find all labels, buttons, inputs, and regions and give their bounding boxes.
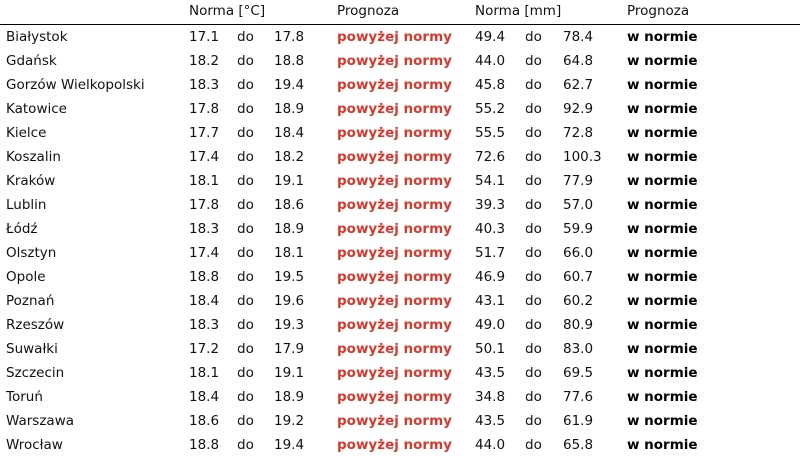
precip-norm-min: 44.0	[475, 437, 506, 453]
precip-norm-min: 43.1	[475, 293, 506, 309]
temp-norm-max: 18.9	[274, 221, 305, 237]
temp-norm-max: 18.9	[274, 101, 305, 117]
table-row	[0, 385, 800, 409]
precip-forecast: w normie	[627, 269, 698, 285]
temp-norm-min: 18.2	[189, 53, 220, 69]
table-row	[0, 337, 800, 361]
precip-forecast: w normie	[627, 101, 698, 117]
temp-norm-min: 17.1	[189, 29, 220, 45]
table-row	[0, 145, 800, 169]
temp-forecast: powyżej normy	[337, 365, 452, 381]
temp-range-word: do	[237, 341, 254, 357]
temp-norm-max: 18.8	[274, 53, 305, 69]
precip-norm-max: 72.8	[563, 125, 594, 141]
precip-norm-max: 57.0	[563, 197, 594, 213]
temp-norm-max: 19.4	[274, 77, 305, 93]
precip-forecast: w normie	[627, 53, 698, 69]
temp-range-word: do	[237, 245, 254, 261]
precip-forecast: w normie	[627, 29, 698, 45]
temp-norm-min: 17.7	[189, 125, 220, 141]
temp-forecast: powyżej normy	[337, 125, 452, 141]
temp-norm-min: 18.1	[189, 365, 220, 381]
precip-range-word: do	[525, 269, 542, 285]
precip-norm-min: 72.6	[475, 149, 506, 165]
precip-norm-max: 78.4	[563, 29, 594, 45]
precip-norm-min: 51.7	[475, 245, 506, 261]
temp-range-word: do	[237, 197, 254, 213]
table-row	[0, 121, 800, 145]
precip-norm-min: 45.8	[475, 77, 506, 93]
temp-forecast: powyżej normy	[337, 173, 452, 189]
precip-norm-max: 60.2	[563, 293, 594, 309]
temp-forecast: powyżej normy	[337, 101, 452, 117]
precip-forecast: w normie	[627, 149, 698, 165]
precip-norm-min: 39.3	[475, 197, 506, 213]
precip-norm-min: 49.4	[475, 29, 506, 45]
city-name: Toruń	[6, 389, 43, 405]
precip-forecast: w normie	[627, 389, 698, 405]
precip-range-word: do	[525, 389, 542, 405]
temp-range-word: do	[237, 101, 254, 117]
temp-forecast: powyżej normy	[337, 77, 452, 93]
city-name: Szczecin	[6, 365, 65, 381]
precip-forecast: w normie	[627, 221, 698, 237]
temp-forecast: powyżej normy	[337, 413, 452, 429]
precip-norm-min: 44.0	[475, 53, 506, 69]
precip-norm-min: 34.8	[475, 389, 506, 405]
temp-norm-min: 18.8	[189, 437, 220, 453]
temp-range-word: do	[237, 269, 254, 285]
temp-range-word: do	[237, 221, 254, 237]
precip-norm-max: 77.9	[563, 173, 594, 189]
precip-range-word: do	[525, 341, 542, 357]
table-row	[0, 49, 800, 73]
precip-norm-max: 61.9	[563, 413, 594, 429]
temp-norm-min: 18.3	[189, 221, 220, 237]
table-row	[0, 73, 800, 97]
precip-norm-max: 69.5	[563, 365, 594, 381]
header-temp-norm: Norma [°C]	[189, 3, 266, 19]
temp-range-word: do	[237, 77, 254, 93]
temp-forecast: powyżej normy	[337, 29, 452, 45]
table-row	[0, 433, 800, 457]
temp-norm-max: 18.6	[274, 197, 305, 213]
table-row	[0, 169, 800, 193]
precip-forecast: w normie	[627, 77, 698, 93]
table-row	[0, 97, 800, 121]
temp-norm-min: 18.3	[189, 317, 220, 333]
city-name: Kielce	[6, 125, 47, 141]
precip-range-word: do	[525, 317, 542, 333]
precip-norm-max: 65.8	[563, 437, 594, 453]
table-row	[0, 265, 800, 289]
precip-forecast: w normie	[627, 293, 698, 309]
temp-forecast: powyżej normy	[337, 293, 452, 309]
temp-norm-min: 18.8	[189, 269, 220, 285]
precip-range-word: do	[525, 29, 542, 45]
city-name: Wrocław	[6, 437, 63, 453]
precip-norm-max: 64.8	[563, 53, 594, 69]
precip-forecast: w normie	[627, 341, 698, 357]
precip-norm-max: 80.9	[563, 317, 594, 333]
precip-norm-min: 55.2	[475, 101, 506, 117]
temp-norm-min: 17.4	[189, 245, 220, 261]
table-row	[0, 241, 800, 265]
precip-norm-min: 46.9	[475, 269, 506, 285]
precip-norm-max: 62.7	[563, 77, 594, 93]
precip-range-word: do	[525, 149, 542, 165]
header-temp-forecast: Prognoza	[337, 3, 400, 19]
temp-norm-max: 19.6	[274, 293, 305, 309]
temp-range-word: do	[237, 29, 254, 45]
precip-norm-max: 59.9	[563, 221, 594, 237]
temp-range-word: do	[237, 317, 254, 333]
precip-range-word: do	[525, 293, 542, 309]
precip-range-word: do	[525, 413, 542, 429]
temp-norm-min: 17.8	[189, 197, 220, 213]
precip-forecast: w normie	[627, 125, 698, 141]
precip-range-word: do	[525, 245, 542, 261]
temp-norm-min: 18.1	[189, 173, 220, 189]
temp-norm-max: 17.9	[274, 341, 305, 357]
precip-forecast: w normie	[627, 365, 698, 381]
temp-norm-min: 17.2	[189, 341, 220, 357]
header-precip-forecast: Prognoza	[627, 3, 690, 19]
temp-range-word: do	[237, 365, 254, 381]
temp-forecast: powyżej normy	[337, 197, 452, 213]
temp-forecast: powyżej normy	[337, 221, 452, 237]
temp-norm-min: 17.8	[189, 101, 220, 117]
temp-norm-max: 19.4	[274, 437, 305, 453]
temp-norm-max: 18.9	[274, 389, 305, 405]
temp-norm-max: 19.2	[274, 413, 305, 429]
precip-range-word: do	[525, 125, 542, 141]
city-name: Rzeszów	[6, 317, 65, 333]
precip-range-word: do	[525, 221, 542, 237]
temp-forecast: powyżej normy	[337, 341, 452, 357]
temp-forecast: powyżej normy	[337, 317, 452, 333]
temp-forecast: powyżej normy	[337, 389, 452, 405]
temp-range-word: do	[237, 173, 254, 189]
temp-norm-max: 19.1	[274, 365, 305, 381]
temp-forecast: powyżej normy	[337, 269, 452, 285]
temp-norm-min: 18.4	[189, 293, 220, 309]
precip-norm-max: 66.0	[563, 245, 594, 261]
precip-norm-min: 40.3	[475, 221, 506, 237]
temp-forecast: powyżej normy	[337, 437, 452, 453]
temp-range-word: do	[237, 437, 254, 453]
precip-forecast: w normie	[627, 413, 698, 429]
precip-range-word: do	[525, 173, 542, 189]
city-name: Suwałki	[6, 341, 58, 357]
temp-range-word: do	[237, 149, 254, 165]
precip-norm-min: 55.5	[475, 125, 506, 141]
precip-norm-min: 43.5	[475, 413, 506, 429]
temp-forecast: powyżej normy	[337, 245, 452, 261]
temp-norm-min: 18.4	[189, 389, 220, 405]
temp-forecast: powyżej normy	[337, 149, 452, 165]
city-name: Lublin	[6, 197, 47, 213]
table-row	[0, 313, 800, 337]
temp-norm-max: 18.4	[274, 125, 305, 141]
precip-forecast: w normie	[627, 197, 698, 213]
temp-norm-max: 17.8	[274, 29, 305, 45]
city-name: Warszawa	[6, 413, 75, 429]
table-row	[0, 289, 800, 313]
city-name: Opole	[6, 269, 46, 285]
city-name: Gdańsk	[6, 53, 57, 69]
header-precip-norm: Norma [mm]	[475, 3, 562, 19]
temp-range-word: do	[237, 293, 254, 309]
precip-forecast: w normie	[627, 317, 698, 333]
precip-norm-min: 43.5	[475, 365, 506, 381]
temp-range-word: do	[237, 389, 254, 405]
temp-forecast: powyżej normy	[337, 53, 452, 69]
city-name: Katowice	[6, 101, 67, 117]
temp-norm-min: 17.4	[189, 149, 220, 165]
city-name: Łódź	[6, 221, 38, 237]
temp-norm-min: 18.3	[189, 77, 220, 93]
city-name: Gorzów Wielkopolski	[6, 77, 145, 93]
table-row	[0, 193, 800, 217]
city-name: Olsztyn	[6, 245, 57, 261]
temp-range-word: do	[237, 413, 254, 429]
temp-range-word: do	[237, 53, 254, 69]
temp-norm-max: 18.1	[274, 245, 305, 261]
precip-norm-max: 60.7	[563, 269, 594, 285]
precip-forecast: w normie	[627, 245, 698, 261]
precip-range-word: do	[525, 101, 542, 117]
table-row	[0, 409, 800, 433]
precip-range-word: do	[525, 365, 542, 381]
temp-range-word: do	[237, 125, 254, 141]
precip-range-word: do	[525, 437, 542, 453]
table-body	[0, 25, 800, 457]
city-name: Białystok	[6, 29, 68, 45]
temp-norm-max: 18.2	[274, 149, 305, 165]
table-row	[0, 361, 800, 385]
table-row	[0, 217, 800, 241]
precip-norm-max: 83.0	[563, 341, 594, 357]
city-name: Kraków	[6, 173, 56, 189]
precip-norm-max: 100.3	[563, 149, 602, 165]
city-name: Koszalin	[6, 149, 61, 165]
temp-norm-max: 19.3	[274, 317, 305, 333]
table-row	[0, 25, 800, 49]
temp-norm-min: 18.6	[189, 413, 220, 429]
city-name: Poznań	[6, 293, 55, 309]
precip-norm-min: 54.1	[475, 173, 506, 189]
precip-norm-min: 50.1	[475, 341, 506, 357]
table-header	[0, 0, 800, 25]
precip-forecast: w normie	[627, 173, 698, 189]
precip-range-word: do	[525, 77, 542, 93]
precip-norm-max: 92.9	[563, 101, 594, 117]
precip-norm-min: 49.0	[475, 317, 506, 333]
precip-forecast: w normie	[627, 437, 698, 453]
temp-norm-max: 19.1	[274, 173, 305, 189]
precip-norm-max: 77.6	[563, 389, 594, 405]
precip-range-word: do	[525, 53, 542, 69]
temp-norm-max: 19.5	[274, 269, 305, 285]
precip-range-word: do	[525, 197, 542, 213]
